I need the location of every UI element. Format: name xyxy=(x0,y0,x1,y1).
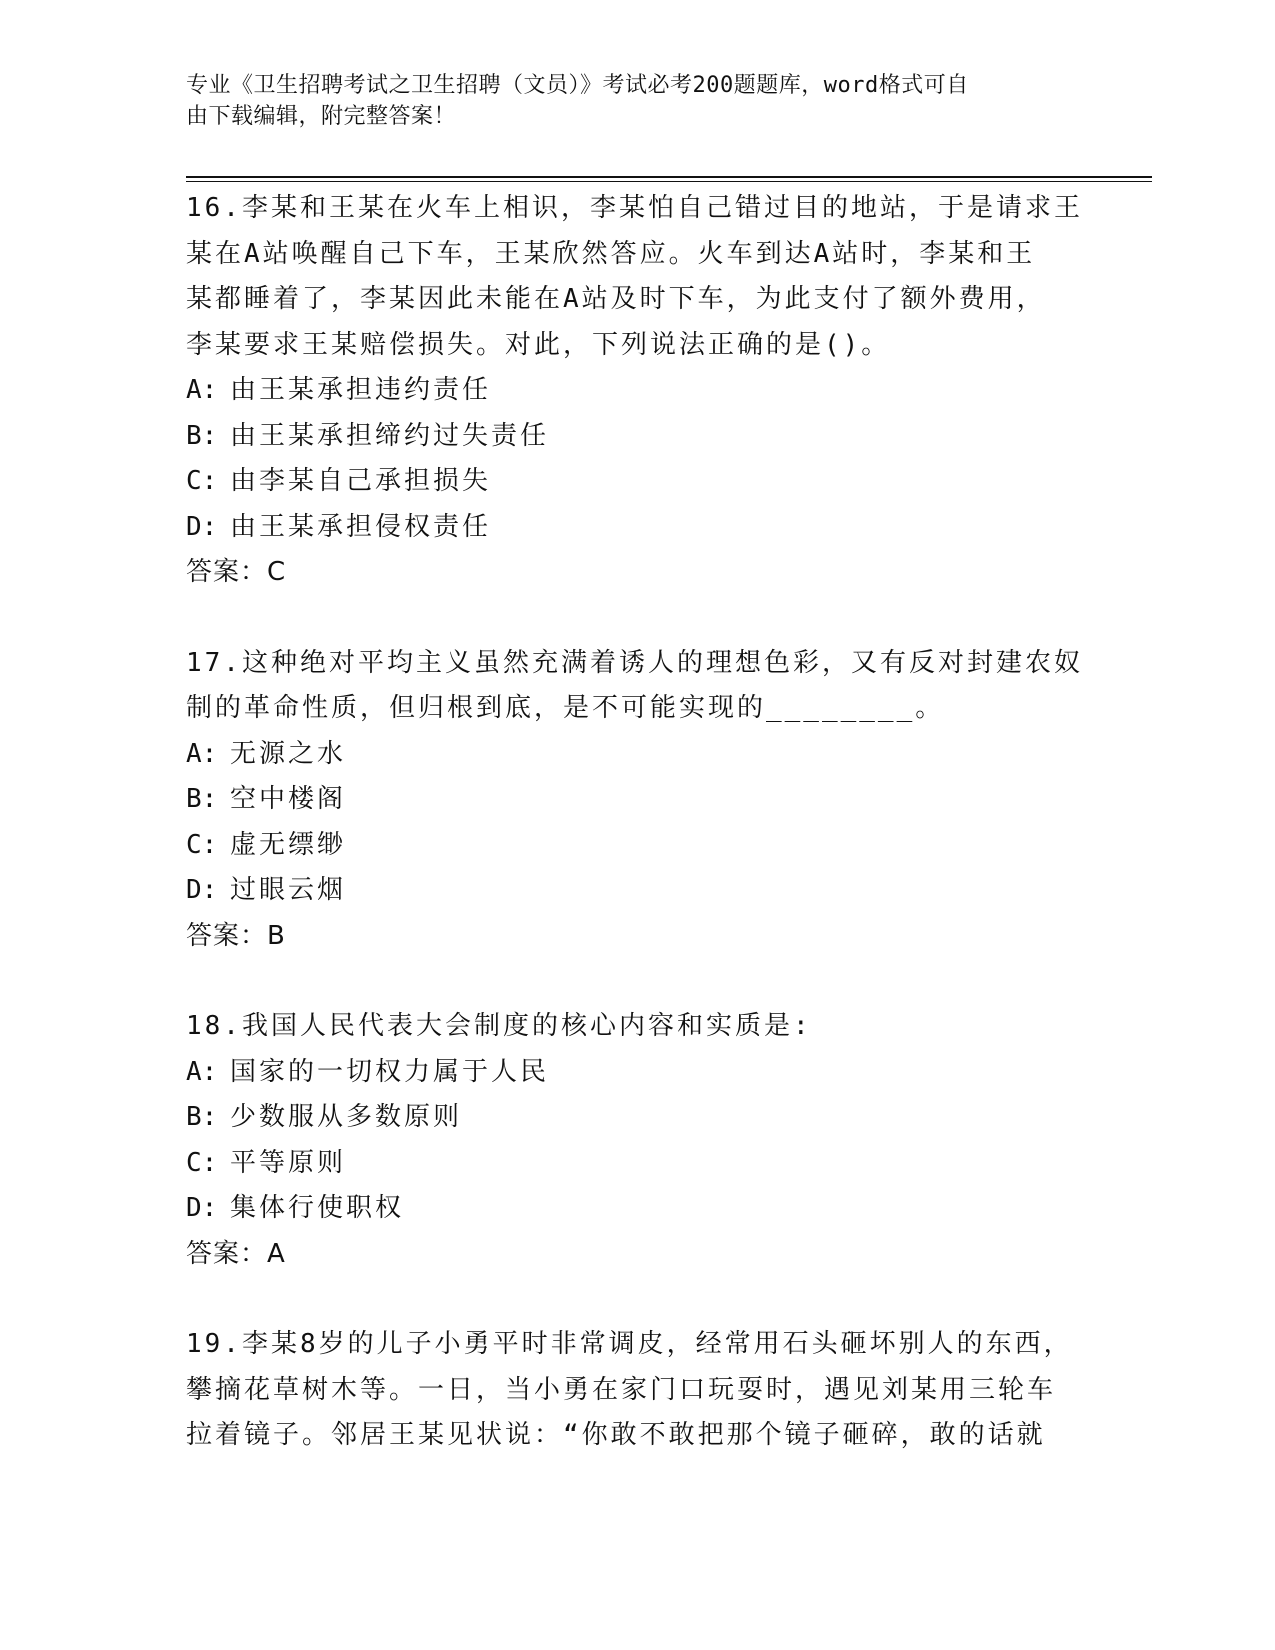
option-text: 过眼云烟 xyxy=(230,875,347,905)
question-text-line: 某都睡着了，李某因此未能在A站及时下车，为此支付了额外费用， xyxy=(186,284,1046,314)
option-a xyxy=(186,368,1086,414)
option-letter: B: xyxy=(186,420,218,451)
option-c xyxy=(186,823,1086,869)
question-17 xyxy=(186,641,1086,960)
question-text-line: 李某要求王某赔偿损失。对此，下列说法正确的是()。 xyxy=(186,329,891,360)
question-list xyxy=(186,186,1086,1504)
header-divider-thick xyxy=(186,176,1152,178)
option-letter: A: xyxy=(186,1056,218,1087)
option-letter: A: xyxy=(186,738,218,769)
question-text-line: 16.李某和王某在火车上相识，李某怕自己错过目的地站，于是请求王 xyxy=(186,193,1083,223)
option-text: 虚无缥缈 xyxy=(230,829,347,860)
option-letter: D: xyxy=(186,511,218,542)
option-text: 平等原则 xyxy=(230,1147,347,1178)
option-text: 无源之水 xyxy=(230,738,347,769)
option-c xyxy=(186,1141,1086,1187)
question-text-line: 某在A站唤醒自己下车，王某欣然答应。火车到达A站时，李某和王 xyxy=(186,238,1036,269)
option-text: 空中楼阁 xyxy=(230,784,347,814)
option-c xyxy=(186,459,1086,505)
option-text: 国家的一切权力属于人民 xyxy=(230,1056,550,1087)
option-letter: C: xyxy=(186,466,218,496)
question-text-line: 攀摘花草树木等。一日，当小勇在家门口玩耍时，遇见刘某用三轮车 xyxy=(186,1374,1057,1405)
option-b xyxy=(186,777,1086,823)
option-text: 由王某承担违约责任 xyxy=(230,375,492,405)
question-16 xyxy=(186,186,1086,596)
answer-line: 答案：B xyxy=(186,920,286,951)
option-b xyxy=(186,414,1086,460)
header-line-2: 由下载编辑，附完整答案！ xyxy=(186,104,457,129)
question-text-line: 拉着镜子。邻居王某见状说：“你敢不敢把那个镜子砸碎，敢的话就 xyxy=(186,1420,1046,1450)
option-letter: B: xyxy=(186,784,218,814)
header-line-1: 专业《卫生招聘考试之卫生招聘（文员）》考试必考200题题库，word格式可自 xyxy=(186,73,969,98)
option-letter: D: xyxy=(186,1193,218,1223)
option-d xyxy=(186,868,1086,914)
option-text: 由王某承担侵权责任 xyxy=(230,511,492,542)
question-text-line: 17.这种绝对平均主义虽然充满着诱人的理想色彩，又有反对封建农奴 xyxy=(186,647,1083,678)
option-letter: C: xyxy=(186,829,218,860)
header-divider-thin xyxy=(186,181,1152,182)
option-letter: C: xyxy=(186,1147,218,1178)
answer-line: 答案：C xyxy=(186,557,287,587)
option-text: 少数服从多数原则 xyxy=(230,1102,463,1132)
option-a xyxy=(186,1050,1086,1096)
question-18 xyxy=(186,1004,1086,1277)
question-text-line: 制的革命性质，但归根到底，是不可能实现的________。 xyxy=(186,693,945,723)
document-header xyxy=(186,70,1066,132)
answer-line: 答案：A xyxy=(186,1238,286,1269)
option-text: 集体行使职权 xyxy=(230,1193,405,1223)
option-b xyxy=(186,1095,1086,1141)
option-letter: B: xyxy=(186,1102,218,1132)
option-a xyxy=(186,732,1086,778)
option-d xyxy=(186,1186,1086,1232)
option-letter: D: xyxy=(186,875,218,905)
option-d xyxy=(186,505,1086,551)
option-text: 由王某承担缔约过失责任 xyxy=(230,420,550,451)
option-letter: A: xyxy=(186,375,218,405)
question-text-line: 18.我国人民代表大会制度的核心内容和实质是: xyxy=(186,1011,812,1041)
question-text-line: 19.李某8岁的儿子小勇平时非常调皮，经常用石头砸坏别人的东西， xyxy=(186,1329,1073,1359)
question-19 xyxy=(186,1322,1086,1459)
option-text: 由李某自己承担损失 xyxy=(230,466,492,496)
